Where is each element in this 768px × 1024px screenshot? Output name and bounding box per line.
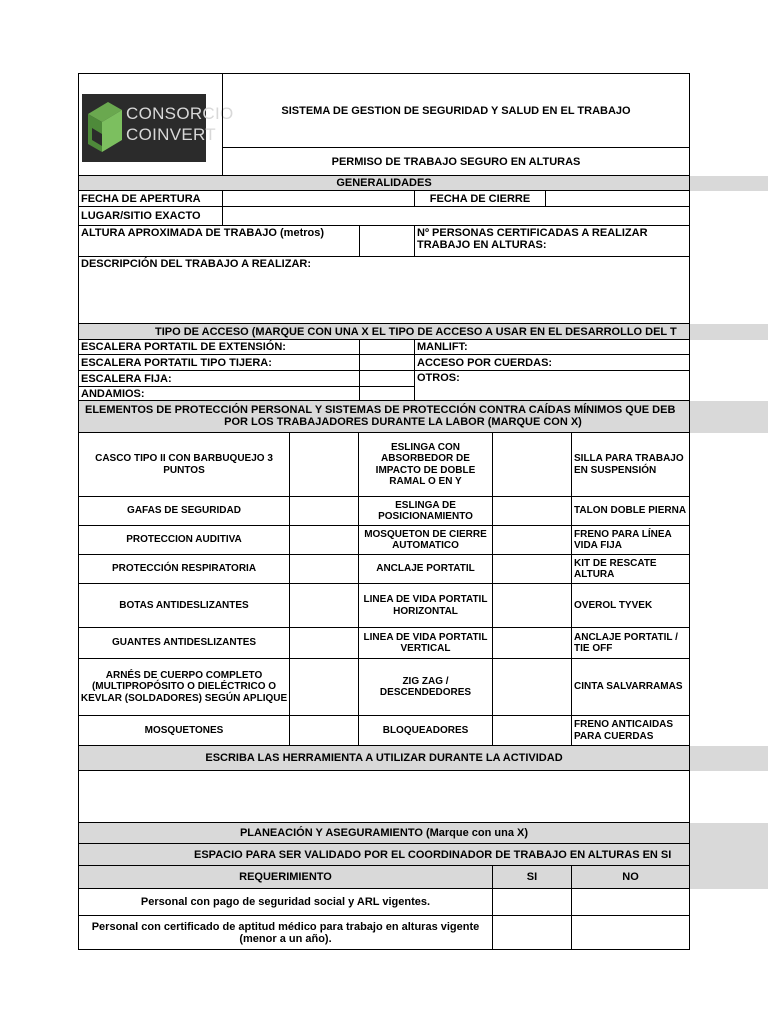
acceso-header <box>78 323 690 340</box>
logo-cube-icon <box>82 94 126 162</box>
col-si: SI <box>492 865 572 889</box>
epp-item-1-2: ESLINGA DE POSICIONAMIENTO <box>358 496 493 526</box>
epp-check-7-1[interactable] <box>289 715 359 746</box>
epp-item-5-2: LINEA DE VIDA PORTATIL VERTICAL <box>358 627 493 659</box>
acceso-header-ext <box>690 324 768 340</box>
lugar-field[interactable] <box>222 206 690 226</box>
epp-check-4-1[interactable] <box>289 583 359 628</box>
epp-check-6-1[interactable] <box>289 658 359 716</box>
epp-check-1-2[interactable] <box>492 496 572 526</box>
epp-item-1-1: GAFAS DE SEGURIDAD <box>78 496 290 526</box>
generalidades-header: GENERALIDADES <box>78 175 690 191</box>
acceso-check-0[interactable] <box>359 339 415 355</box>
col-requerimiento: REQUERIMIENTO <box>78 865 493 889</box>
acceso-check-3[interactable] <box>359 386 415 401</box>
epp-item-2-3: FRENO PARA LÍNEA VIDA FIJA <box>571 525 690 555</box>
epp-item-7-1: MOSQUETONES <box>78 715 290 746</box>
company-name <box>126 103 234 145</box>
epp-item-5-1: GUANTES ANTIDESLIZANTES <box>78 627 290 659</box>
epp-item-6-1: ARNÉS DE CUERPO COMPLETO (MULTIPROPÓSITO O DIELÉCTRICO O KEVLAR (SOLDADORES) SEGÚN APLIQUE <box>78 658 290 716</box>
epp-header-ext <box>690 401 768 433</box>
epp-item-1-3: TALON DOBLE PIERNA <box>571 496 690 526</box>
col-header-ext <box>690 866 768 889</box>
fecha-apertura-field[interactable] <box>222 190 415 207</box>
generalidades-header-ext <box>690 176 768 191</box>
altura-field[interactable] <box>359 225 415 257</box>
epp-item-3-2: ANCLAJE PORTATIL <box>358 554 493 584</box>
requerimiento-row-0: Personal con pago de seguridad social y ARL vigentes. <box>78 888 493 916</box>
epp-check-5-1[interactable] <box>289 627 359 659</box>
herramientas-header: ESCRIBA LAS HERRAMIENTA A UTILIZAR DURANTE LA ACTIVIDAD <box>78 745 690 771</box>
epp-check-1-1[interactable] <box>289 496 359 526</box>
epp-item-6-3: CINTA SALVARRAMAS <box>571 658 690 716</box>
requerimiento-row-1: Personal con certificado de aptitud médico para trabajo en alturas vigente (menor a un año). <box>78 915 493 950</box>
planeacion-subtitle-ext <box>690 844 768 866</box>
acceso-right-0: MANLIFT: <box>414 339 690 355</box>
epp-item-3-3: KIT DE RESCATE ALTURA <box>571 554 690 584</box>
no-check-0[interactable] <box>571 888 690 916</box>
herramientas-header-ext <box>690 746 768 771</box>
acceso-right-1: ACCESO POR CUERDAS: <box>414 354 690 371</box>
epp-item-0-1: CASCO TIPO II CON BARBUQUEJO 3 PUNTOS <box>78 432 290 497</box>
epp-check-2-2[interactable] <box>492 525 572 555</box>
fecha-cierre-field[interactable] <box>545 190 690 207</box>
epp-item-7-2: BLOQUEADORES <box>358 715 493 746</box>
acceso-left-2: ESCALERA FIJA: <box>78 370 360 387</box>
epp-check-5-2[interactable] <box>492 627 572 659</box>
acceso-left-3: ANDAMIOS: <box>78 386 360 401</box>
epp-item-7-3: FRENO ANTICAIDAS PARA CUERDAS <box>571 715 690 746</box>
epp-item-6-2: ZIG ZAG / DESCENDEDORES <box>358 658 493 716</box>
descripcion-field[interactable]: DESCRIPCIÓN DEL TRABAJO A REALIZAR: <box>78 256 690 324</box>
permit-title: PERMISO DE TRABAJO SEGURO EN ALTURAS <box>222 147 690 176</box>
altura-label: ALTURA APROXIMADA DE TRABAJO (metros) <box>78 225 360 257</box>
epp-header-line2: POR LOS TRABAJADORES DURANTE LA LABOR (MARQUE CON X) <box>224 416 582 428</box>
acceso-header-text: TIPO DE ACCESO (MARQUE CON UNA X EL TIPO DE ACCESO A USAR EN EL DESARROLLO DEL T <box>155 325 677 338</box>
planeacion-header-ext <box>690 823 768 844</box>
lugar-label: LUGAR/SITIO EXACTO <box>78 206 223 226</box>
fecha-cierre-label: FECHA DE CIERRE <box>414 190 546 207</box>
acceso-left-0: ESCALERA PORTATIL DE EXTENSIÓN: <box>78 339 360 355</box>
epp-header-line1: ELEMENTOS DE PROTECCIÓN PERSONAL Y SISTEMAS DE PROTECCIÓN CONTRA CAÍDAS MÍNIMOS QUE DEB <box>85 404 676 416</box>
epp-check-0-1[interactable] <box>289 432 359 497</box>
company-name-line1: CONSORCIO <box>126 104 234 123</box>
planeacion-subtitle-text: ESPACIO PARA SER VALIDADO POR EL COORDINADOR DE TRABAJO EN ALTURAS EN SI <box>194 848 672 861</box>
company-name-line2: COINVERT <box>126 125 216 144</box>
epp-check-7-2[interactable] <box>492 715 572 746</box>
epp-header <box>78 400 690 433</box>
epp-check-3-1[interactable] <box>289 554 359 584</box>
epp-check-4-2[interactable] <box>492 583 572 628</box>
epp-check-6-2[interactable] <box>492 658 572 716</box>
epp-check-2-1[interactable] <box>289 525 359 555</box>
acceso-left-1: ESCALERA PORTATIL TIPO TIJERA: <box>78 354 360 371</box>
epp-check-0-2[interactable] <box>492 432 572 497</box>
system-title: SISTEMA DE GESTION DE SEGURIDAD Y SALUD EN EL TRABAJO <box>222 73 690 148</box>
si-check-1[interactable] <box>492 915 572 950</box>
company-logo <box>82 94 234 162</box>
fecha-apertura-label: FECHA DE APERTURA <box>78 190 223 207</box>
si-check-0[interactable] <box>492 888 572 916</box>
acceso-right-2: OTROS: <box>414 370 690 401</box>
epp-item-4-2: LINEA DE VIDA PORTATIL HORIZONTAL <box>358 583 493 628</box>
epp-item-0-2: ESLINGA CON ABSORBEDOR DE IMPACTO DE DOBLE RAMAL O EN Y <box>358 432 493 497</box>
epp-item-2-1: PROTECCION AUDITIVA <box>78 525 290 555</box>
acceso-check-2[interactable] <box>359 370 415 387</box>
col-no: NO <box>571 865 690 889</box>
epp-item-3-1: PROTECCIÓN RESPIRATORIA <box>78 554 290 584</box>
acceso-check-1[interactable] <box>359 354 415 371</box>
no-check-1[interactable] <box>571 915 690 950</box>
personas-label: Nº PERSONAS CERTIFICADAS A REALIZAR TRABAJO EN ALTURAS: <box>414 225 690 257</box>
epp-item-4-1: BOTAS ANTIDESLIZANTES <box>78 583 290 628</box>
herramientas-field[interactable] <box>78 770 690 823</box>
epp-item-4-3: OVEROL TYVEK <box>571 583 690 628</box>
planeacion-header: PLANEACIÓN Y ASEGURAMIENTO (Marque con una X) <box>78 822 690 844</box>
planeacion-subtitle <box>78 843 690 866</box>
epp-item-5-3: ANCLAJE PORTATIL / TIE OFF <box>571 627 690 659</box>
epp-check-3-2[interactable] <box>492 554 572 584</box>
epp-item-0-3: SILLA PARA TRABAJO EN SUSPENSIÓN <box>571 432 690 497</box>
epp-item-2-2: MOSQUETON DE CIERRE AUTOMATICO <box>358 525 493 555</box>
